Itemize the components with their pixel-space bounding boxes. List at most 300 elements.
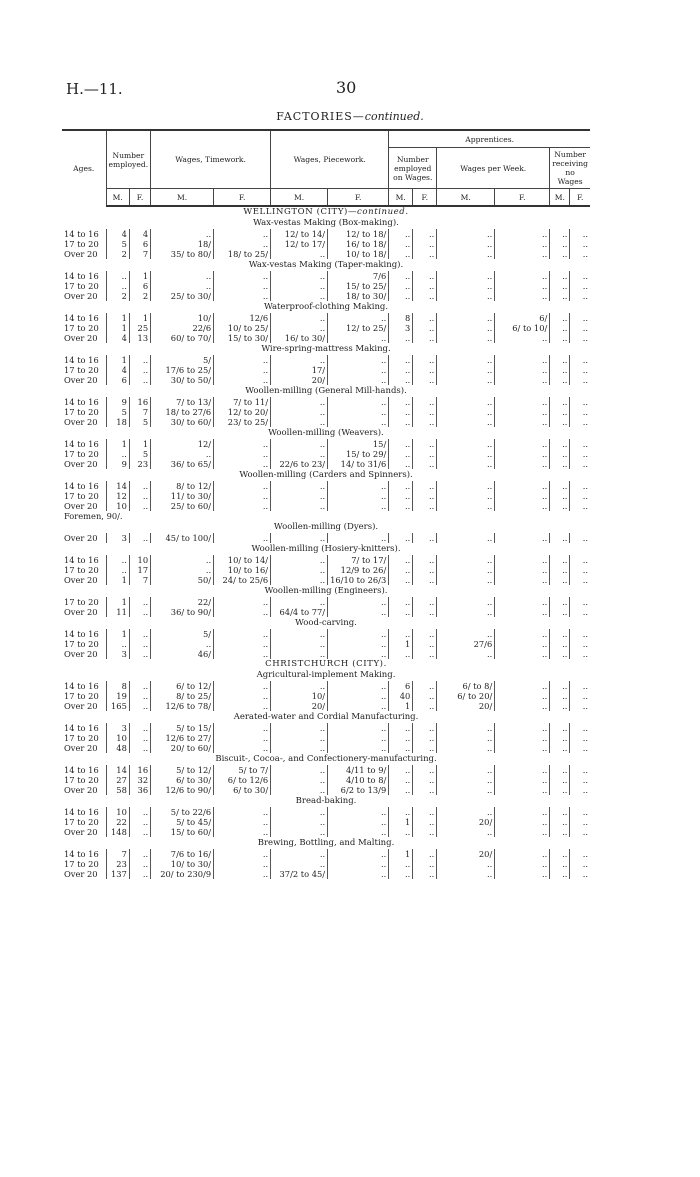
value-cell: .. xyxy=(271,807,328,817)
value-cell: .. xyxy=(495,691,550,701)
value-cell: .. xyxy=(389,733,413,743)
value-cell: .. xyxy=(413,869,437,879)
value-cell: 12/ to 20/ xyxy=(214,407,271,417)
value-cell: .. xyxy=(389,239,413,249)
value-cell: .. xyxy=(389,281,413,291)
value-cell: .. xyxy=(413,639,437,649)
value-cell: .. xyxy=(495,407,550,417)
trade-heading-row xyxy=(62,617,590,629)
age-cell: Over 20 xyxy=(64,575,98,585)
value-cell: .. xyxy=(129,701,150,711)
value-cell: .. xyxy=(413,291,437,301)
value-cell: .. xyxy=(570,271,590,281)
table-row xyxy=(62,271,590,281)
value-cell: .. xyxy=(413,375,437,385)
value-cell: .. xyxy=(570,397,590,407)
value-cell: .. xyxy=(271,859,328,869)
value-cell: 5/ to 22/6 xyxy=(151,807,214,817)
value-cell: .. xyxy=(389,449,413,459)
value-cell: 1 xyxy=(106,439,129,449)
value-cell: 20/ xyxy=(437,817,495,827)
age-cell: Over 20 xyxy=(64,785,98,795)
value-cell: .. xyxy=(495,859,550,869)
value-cell: 1 xyxy=(106,629,129,639)
value-cell: .. xyxy=(413,565,437,575)
value-cell: 40 xyxy=(389,691,413,701)
age-cell: 14 to 16 xyxy=(64,723,99,733)
value-cell: .. xyxy=(550,785,570,795)
value-cell: 15/ to 29/ xyxy=(328,449,389,459)
age-cell: 14 to 16 xyxy=(64,555,99,565)
wages-table xyxy=(62,129,590,879)
value-cell: .. xyxy=(214,849,271,859)
value-cell: .. xyxy=(550,333,570,343)
col-f: F. xyxy=(328,189,389,207)
value-cell: .. xyxy=(328,607,389,617)
value-cell: .. xyxy=(495,375,550,385)
value-cell: 7/6 xyxy=(328,271,389,281)
value-cell: .. xyxy=(413,575,437,585)
age-cell: 17 to 20 xyxy=(64,775,99,785)
value-cell: 17 xyxy=(129,565,150,575)
value-cell: .. xyxy=(495,723,550,733)
value-cell: 6/ to 10/ xyxy=(495,323,550,333)
value-cell: .. xyxy=(550,271,570,281)
value-cell: .. xyxy=(570,533,590,543)
table-row xyxy=(62,565,590,575)
value-cell: 1 xyxy=(106,355,129,365)
value-cell: 24/ to 25/6 xyxy=(214,575,271,585)
value-cell: .. xyxy=(550,291,570,301)
value-cell: 1 xyxy=(129,439,150,449)
value-cell: 18/ xyxy=(151,239,214,249)
value-cell: .. xyxy=(437,733,495,743)
value-cell: 6/ to 12/ xyxy=(151,681,214,691)
value-cell: .. xyxy=(437,597,495,607)
value-cell: 7 xyxy=(129,407,150,417)
col-f: F. xyxy=(214,189,271,207)
age-cell: 17 to 20 xyxy=(64,859,99,869)
value-cell: .. xyxy=(495,365,550,375)
value-cell: .. xyxy=(550,701,570,711)
value-cell: 12 xyxy=(106,491,129,501)
value-cell: .. xyxy=(495,501,550,511)
value-cell: .. xyxy=(271,313,328,323)
value-cell: 16/ to 30/ xyxy=(271,333,328,343)
value-cell: .. xyxy=(151,639,214,649)
table-row xyxy=(62,291,590,301)
value-cell: 36/ to 65/ xyxy=(151,459,214,469)
value-cell: 7 xyxy=(106,849,129,859)
value-cell: .. xyxy=(214,459,271,469)
value-cell: .. xyxy=(570,565,590,575)
value-cell: .. xyxy=(389,491,413,501)
value-cell: .. xyxy=(413,849,437,859)
table-body xyxy=(62,206,590,879)
value-cell: .. xyxy=(129,681,150,691)
value-cell: .. xyxy=(495,239,550,249)
value-cell: 20/ to 60/ xyxy=(151,743,214,753)
value-cell: .. xyxy=(271,785,328,795)
value-cell: .. xyxy=(495,629,550,639)
table-row xyxy=(62,449,590,459)
value-cell: .. xyxy=(495,765,550,775)
age-cell: Over 20 xyxy=(64,533,98,543)
city-heading-row xyxy=(62,206,590,217)
age-cell: Over 20 xyxy=(64,649,98,659)
value-cell: .. xyxy=(550,869,570,879)
value-cell: .. xyxy=(413,439,437,449)
value-cell: .. xyxy=(214,723,271,733)
value-cell: .. xyxy=(495,649,550,659)
value-cell: .. xyxy=(550,817,570,827)
value-cell: .. xyxy=(437,491,495,501)
value-cell: .. xyxy=(413,281,437,291)
trade-heading-row xyxy=(62,301,590,313)
value-cell: .. xyxy=(106,449,129,459)
value-cell: .. xyxy=(570,859,590,869)
trade-name: Woollen-milling (Engineers). xyxy=(264,586,388,596)
title-continued: continued. xyxy=(364,110,424,123)
report-code: H.—11. xyxy=(66,80,123,98)
value-cell: .. xyxy=(437,765,495,775)
value-cell: .. xyxy=(271,439,328,449)
trade-name: Wire-spring-mattress Making. xyxy=(261,344,391,354)
col-m: M. xyxy=(437,189,495,207)
value-cell: .. xyxy=(570,629,590,639)
trade-heading-row xyxy=(62,837,590,849)
value-cell: .. xyxy=(413,733,437,743)
value-cell: .. xyxy=(151,449,214,459)
value-cell: 22 xyxy=(106,817,129,827)
value-cell: .. xyxy=(328,491,389,501)
value-cell: .. xyxy=(129,355,150,365)
value-cell: 20/ xyxy=(271,375,328,385)
value-cell: .. xyxy=(413,355,437,365)
value-cell: 5 xyxy=(129,449,150,459)
value-cell: .. xyxy=(550,375,570,385)
value-cell: .. xyxy=(570,491,590,501)
value-cell: .. xyxy=(389,333,413,343)
value-cell: .. xyxy=(437,271,495,281)
value-cell: .. xyxy=(495,397,550,407)
value-cell: .. xyxy=(328,629,389,639)
value-cell: .. xyxy=(550,723,570,733)
value-cell: .. xyxy=(413,501,437,511)
value-cell: .. xyxy=(328,501,389,511)
value-cell: .. xyxy=(271,849,328,859)
value-cell: .. xyxy=(570,681,590,691)
value-cell: .. xyxy=(495,281,550,291)
value-cell: 64/4 to 77/ xyxy=(271,607,328,617)
value-cell: 4 xyxy=(129,229,150,239)
value-cell: .. xyxy=(570,701,590,711)
table-row xyxy=(62,323,590,333)
value-cell: .. xyxy=(328,649,389,659)
value-cell: 165 xyxy=(106,701,129,711)
value-cell: .. xyxy=(389,597,413,607)
value-cell: .. xyxy=(389,375,413,385)
value-cell: .. xyxy=(413,607,437,617)
table-row xyxy=(62,407,590,417)
value-cell: .. xyxy=(389,869,413,879)
value-cell: 10 xyxy=(129,555,150,565)
table-row xyxy=(62,239,590,249)
value-cell: .. xyxy=(151,565,214,575)
value-cell: .. xyxy=(106,565,129,575)
value-cell: .. xyxy=(214,869,271,879)
table-row xyxy=(62,397,590,407)
value-cell: .. xyxy=(214,639,271,649)
age-cell: 17 to 20 xyxy=(64,365,99,375)
value-cell: 6 xyxy=(129,281,150,291)
value-cell: .. xyxy=(550,533,570,543)
value-cell: 7/ to 17/ xyxy=(328,555,389,565)
value-cell: .. xyxy=(437,313,495,323)
table-row xyxy=(62,281,590,291)
value-cell: .. xyxy=(328,375,389,385)
value-cell: .. xyxy=(437,629,495,639)
value-cell: .. xyxy=(129,807,150,817)
table-row xyxy=(62,459,590,469)
value-cell: .. xyxy=(495,775,550,785)
value-cell: .. xyxy=(437,555,495,565)
table-row xyxy=(62,743,590,753)
value-cell: .. xyxy=(495,607,550,617)
value-cell: 15/ to 30/ xyxy=(214,333,271,343)
age-cell: 17 to 20 xyxy=(64,323,99,333)
value-cell: .. xyxy=(550,859,570,869)
age-cell: 17 to 20 xyxy=(64,407,99,417)
value-cell: 10 xyxy=(106,501,129,511)
value-cell: 9 xyxy=(106,459,129,469)
table-row xyxy=(62,827,590,837)
value-cell: .. xyxy=(413,491,437,501)
col-m: M. xyxy=(550,189,570,207)
value-cell: .. xyxy=(129,869,150,879)
value-cell: .. xyxy=(328,639,389,649)
value-cell: 12/ to 17/ xyxy=(271,239,328,249)
value-cell: .. xyxy=(570,281,590,291)
value-cell: .. xyxy=(389,481,413,491)
value-cell: .. xyxy=(389,575,413,585)
value-cell: .. xyxy=(271,397,328,407)
value-cell: .. xyxy=(129,481,150,491)
value-cell: .. xyxy=(550,417,570,427)
value-cell: .. xyxy=(413,397,437,407)
city-name: WELLINGTON (CITY)— xyxy=(243,207,358,217)
value-cell: .. xyxy=(437,869,495,879)
value-cell: .. xyxy=(413,407,437,417)
value-cell: 58 xyxy=(106,785,129,795)
value-cell: .. xyxy=(413,249,437,259)
value-cell: .. xyxy=(437,575,495,585)
value-cell: 25/ to 60/ xyxy=(151,501,214,511)
value-cell: .. xyxy=(495,459,550,469)
value-cell: .. xyxy=(550,313,570,323)
age-cell: 14 to 16 xyxy=(64,481,99,491)
value-cell: 6/ to 30/ xyxy=(214,785,271,795)
value-cell: .. xyxy=(570,743,590,753)
table-row xyxy=(62,849,590,859)
value-cell: .. xyxy=(495,555,550,565)
age-cell: 14 to 16 xyxy=(64,313,99,323)
trade-heading-row xyxy=(62,543,590,555)
value-cell: 13 xyxy=(129,333,150,343)
value-cell: 16/ to 18/ xyxy=(328,239,389,249)
table-row xyxy=(62,501,590,511)
age-cell: 14 to 16 xyxy=(64,271,99,281)
age-cell: 17 to 20 xyxy=(64,691,99,701)
age-cell: 14 to 16 xyxy=(64,629,99,639)
value-cell: .. xyxy=(570,313,590,323)
value-cell: .. xyxy=(389,439,413,449)
value-cell: 25/ to 30/ xyxy=(151,291,214,301)
value-cell: 9 xyxy=(106,397,129,407)
trade-heading-row xyxy=(62,521,590,533)
value-cell: .. xyxy=(151,271,214,281)
value-cell: 2 xyxy=(106,291,129,301)
value-cell: 1 xyxy=(106,575,129,585)
value-cell: .. xyxy=(271,355,328,365)
value-cell: 5/ xyxy=(151,355,214,365)
value-cell: .. xyxy=(570,849,590,859)
trade-name: Woollen-milling (Carders and Spinners). xyxy=(239,470,413,480)
value-cell: .. xyxy=(413,701,437,711)
value-cell: .. xyxy=(570,775,590,785)
value-cell: .. xyxy=(214,681,271,691)
trade-name: Woollen-milling (Dyers). xyxy=(273,522,379,532)
value-cell: 50/ xyxy=(151,575,214,585)
col-m: M. xyxy=(271,189,328,207)
value-cell: 12/ to 14/ xyxy=(271,229,328,239)
value-cell: .. xyxy=(570,607,590,617)
value-cell: .. xyxy=(495,827,550,837)
age-cell: Over 20 xyxy=(64,701,98,711)
value-cell: .. xyxy=(413,481,437,491)
age-cell: 17 to 20 xyxy=(64,491,99,501)
value-cell: .. xyxy=(550,639,570,649)
value-cell: .. xyxy=(550,555,570,565)
value-cell: .. xyxy=(550,249,570,259)
value-cell: 27 xyxy=(106,775,129,785)
col-m: M. xyxy=(389,189,413,207)
trade-name: Woollen-milling (Weavers). xyxy=(268,428,384,438)
value-cell: .. xyxy=(271,681,328,691)
trade-heading-row xyxy=(62,753,590,765)
value-cell: .. xyxy=(413,765,437,775)
value-cell: .. xyxy=(437,607,495,617)
age-cell: Over 20 xyxy=(64,501,98,511)
value-cell: .. xyxy=(389,827,413,837)
value-cell: 5 xyxy=(106,239,129,249)
value-cell: 12/6 xyxy=(214,313,271,323)
value-cell: .. xyxy=(570,639,590,649)
value-cell: 37/2 to 45/ xyxy=(271,869,328,879)
value-cell: 6/ to 12/6 xyxy=(214,775,271,785)
value-cell: .. xyxy=(214,355,271,365)
value-cell: 10 xyxy=(106,733,129,743)
value-cell: 1 xyxy=(106,313,129,323)
value-cell: 10 xyxy=(106,807,129,817)
value-cell: .. xyxy=(214,607,271,617)
city-heading xyxy=(62,659,590,669)
value-cell: .. xyxy=(271,271,328,281)
value-cell: .. xyxy=(495,355,550,365)
value-cell: .. xyxy=(437,533,495,543)
value-cell: 6/ xyxy=(495,313,550,323)
col-f: F. xyxy=(129,189,150,207)
value-cell: .. xyxy=(271,501,328,511)
value-cell: 14 xyxy=(106,481,129,491)
value-cell: .. xyxy=(389,291,413,301)
value-cell: .. xyxy=(328,807,389,817)
trade-name: Brewing, Bottling, and Malting. xyxy=(257,838,395,848)
value-cell: .. xyxy=(214,733,271,743)
value-cell: .. xyxy=(550,849,570,859)
page-title xyxy=(0,110,700,123)
value-cell: 148 xyxy=(106,827,129,837)
age-cell: 17 to 20 xyxy=(64,817,99,827)
value-cell: .. xyxy=(570,501,590,511)
value-cell: .. xyxy=(495,869,550,879)
value-cell: .. xyxy=(129,533,150,543)
value-cell: .. xyxy=(129,723,150,733)
value-cell: .. xyxy=(570,407,590,417)
value-cell: 45/ to 100/ xyxy=(151,533,214,543)
value-cell: 15/ xyxy=(328,439,389,449)
page-number: 30 xyxy=(336,78,357,97)
value-cell: 10/ to 18/ xyxy=(328,249,389,259)
value-cell: .. xyxy=(389,365,413,375)
value-cell: 7/6 to 16/ xyxy=(151,849,214,859)
value-cell: 7 xyxy=(129,575,150,585)
value-cell: .. xyxy=(389,807,413,817)
value-cell: 2 xyxy=(106,249,129,259)
value-cell: .. xyxy=(214,597,271,607)
table-row xyxy=(62,765,590,775)
value-cell: .. xyxy=(328,681,389,691)
value-cell: 10/ xyxy=(271,691,328,701)
value-cell: 20/ xyxy=(271,701,328,711)
value-cell: .. xyxy=(214,817,271,827)
value-cell: .. xyxy=(271,817,328,827)
value-cell: .. xyxy=(570,291,590,301)
value-cell: .. xyxy=(271,649,328,659)
value-cell: .. xyxy=(214,691,271,701)
value-cell: .. xyxy=(271,407,328,417)
value-cell: 27/6 xyxy=(437,639,495,649)
trade-name: Agricultural-implement Making. xyxy=(256,670,396,680)
value-cell: 8/ to 25/ xyxy=(151,691,214,701)
value-cell: .. xyxy=(570,723,590,733)
value-cell: .. xyxy=(437,375,495,385)
value-cell: .. xyxy=(495,849,550,859)
value-cell: .. xyxy=(271,743,328,753)
value-cell: 6 xyxy=(129,239,150,249)
value-cell: .. xyxy=(437,459,495,469)
value-cell: 46/ xyxy=(151,649,214,659)
value-cell: .. xyxy=(413,827,437,837)
value-cell: .. xyxy=(389,859,413,869)
value-cell: 12/ to 18/ xyxy=(328,229,389,239)
value-cell: .. xyxy=(328,849,389,859)
value-cell: 3 xyxy=(106,533,129,543)
value-cell: 12/6 to 90/ xyxy=(151,785,214,795)
value-cell: .. xyxy=(413,417,437,427)
value-cell: 16/10 to 26/3 xyxy=(328,575,389,585)
value-cell: .. xyxy=(550,239,570,249)
